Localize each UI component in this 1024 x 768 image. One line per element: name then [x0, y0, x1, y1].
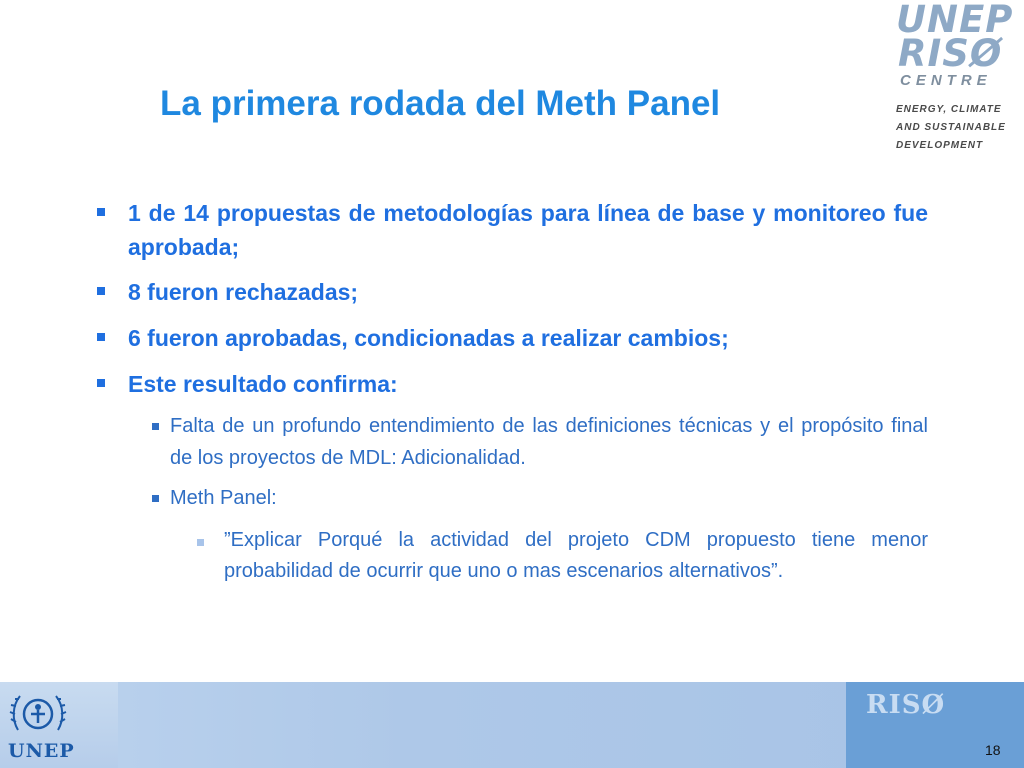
bullet-item-4: Este resultado confirma:: [128, 371, 398, 397]
logo-tagline-3: DEVELOPMENT: [896, 140, 984, 151]
sub-bullet-square-icon: [152, 423, 159, 430]
subsub-bullet-square-icon: [197, 539, 204, 546]
logo-line-unep: UNEP: [896, 0, 1014, 41]
unep-emblem-icon: [6, 690, 70, 740]
sub-bullet-square-icon: [152, 495, 159, 502]
bullet-square-icon: [97, 208, 105, 216]
bullet-square-icon: [97, 379, 105, 387]
bullet-square-icon: [97, 287, 105, 295]
bullet-item-1: 1 de 14 propuestas de metodologías para línea de base y monitoreo fue aprobada;: [128, 200, 928, 260]
bullet-square-icon: [97, 333, 105, 341]
unep-riso-logo: [896, 0, 1020, 156]
logo-tagline-1: ENERGY, CLIMATE: [896, 104, 1002, 115]
logo-tagline-2: AND SUSTAINABLE: [896, 122, 1006, 133]
bullet-item-2: 8 fueron rechazadas;: [128, 279, 359, 305]
unep-footer-label: UNEP: [8, 740, 75, 762]
logo-line-centre: CENTRE: [900, 72, 992, 89]
logo-line-riso: RISØ: [898, 32, 1003, 75]
bullet-item-3: 6 fueron aprobadas, condicionadas a realizar cambios;: [128, 325, 729, 351]
sub-bullet-item-2: Meth Panel:: [170, 487, 277, 509]
slide-title: La primera rodada del Meth Panel: [160, 84, 721, 123]
riso-footer-label: RISØ: [866, 690, 946, 720]
page-number: 18: [985, 742, 1001, 758]
subsub-bullet-item-1: ”Explicar Porqué la actividad del projeto CDM propuesto tiene menor probabilidad de ocurrir que uno o mas escenarios alternativos”.: [224, 529, 928, 582]
sub-bullet-item-1: Falta de un profundo entendimiento de las definiciones técnicas y el propósito final de los proyectos de MDL: Adicionalidad.: [170, 415, 928, 469]
